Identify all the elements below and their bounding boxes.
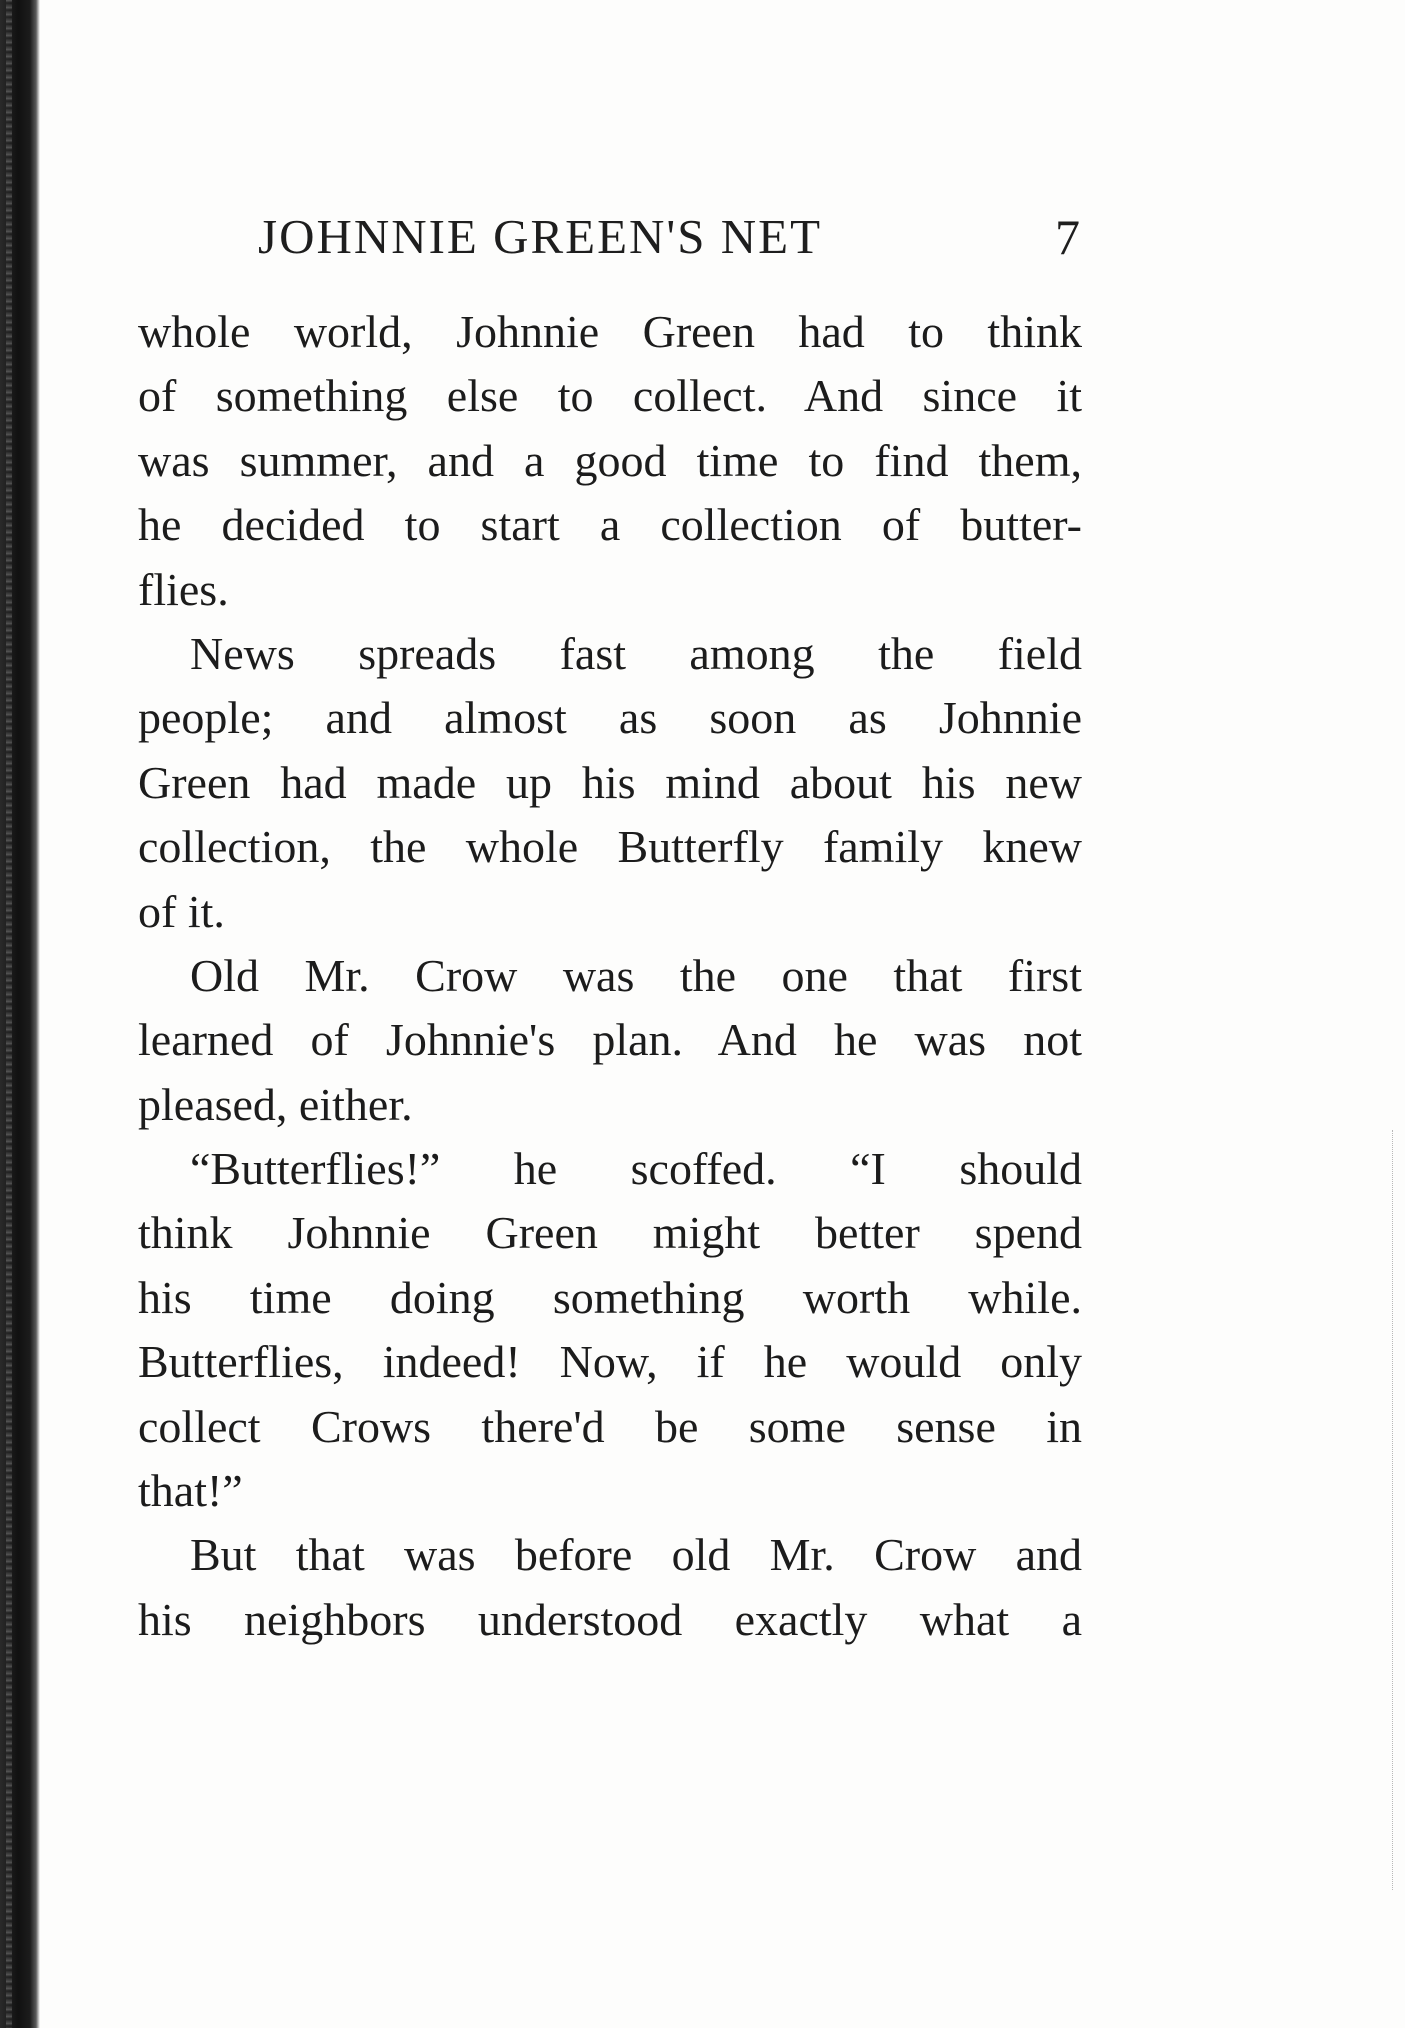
text-line: think Johnnie Green might better spend xyxy=(138,1207,1082,1259)
text-line: he decided to start a collection of butter- xyxy=(138,499,1082,551)
text-line: pleased, either. xyxy=(138,1078,413,1130)
text-line: Butterflies, indeed! Now, if he would only xyxy=(138,1336,1082,1388)
body-text xyxy=(138,300,1082,1652)
text-line: his time doing something worth while. xyxy=(138,1271,1082,1323)
text-line: collection, the whole Butterfly family knew xyxy=(138,821,1082,873)
text-line: his neighbors understood exactly what a xyxy=(138,1593,1082,1645)
binding-edge xyxy=(0,0,40,2028)
text-line: “Butterflies!” he scoffed. “I should xyxy=(190,1143,1082,1195)
running-head-title: JOHNNIE GREEN'S NET xyxy=(258,209,823,264)
text-line: flies. xyxy=(138,563,229,615)
text-line: learned of Johnnie's plan. And he was not xyxy=(138,1014,1082,1066)
page-number: 7 xyxy=(1055,209,1080,265)
text-line: But that was before old Mr. Crow and xyxy=(190,1529,1082,1581)
text-line: of something else to collect. And since it xyxy=(138,370,1082,422)
text-line: whole world, Johnnie Green had to think xyxy=(138,306,1082,357)
text-line: of it. xyxy=(138,885,225,937)
text-line: people; and almost as soon as Johnnie xyxy=(138,692,1082,744)
page-edge-shadow xyxy=(1392,1130,1395,1890)
running-head xyxy=(258,208,1108,268)
text-line: Green had made up his mind about his new xyxy=(138,756,1082,808)
text-line: was summer, and a good time to find them, xyxy=(138,434,1082,486)
text-line: Old Mr. Crow was the one that first xyxy=(190,949,1082,1001)
text-line: News spreads fast among the field xyxy=(190,627,1082,679)
text-line: that!” xyxy=(138,1465,243,1517)
text-line: collect Crows there'd be some sense in xyxy=(138,1400,1082,1452)
